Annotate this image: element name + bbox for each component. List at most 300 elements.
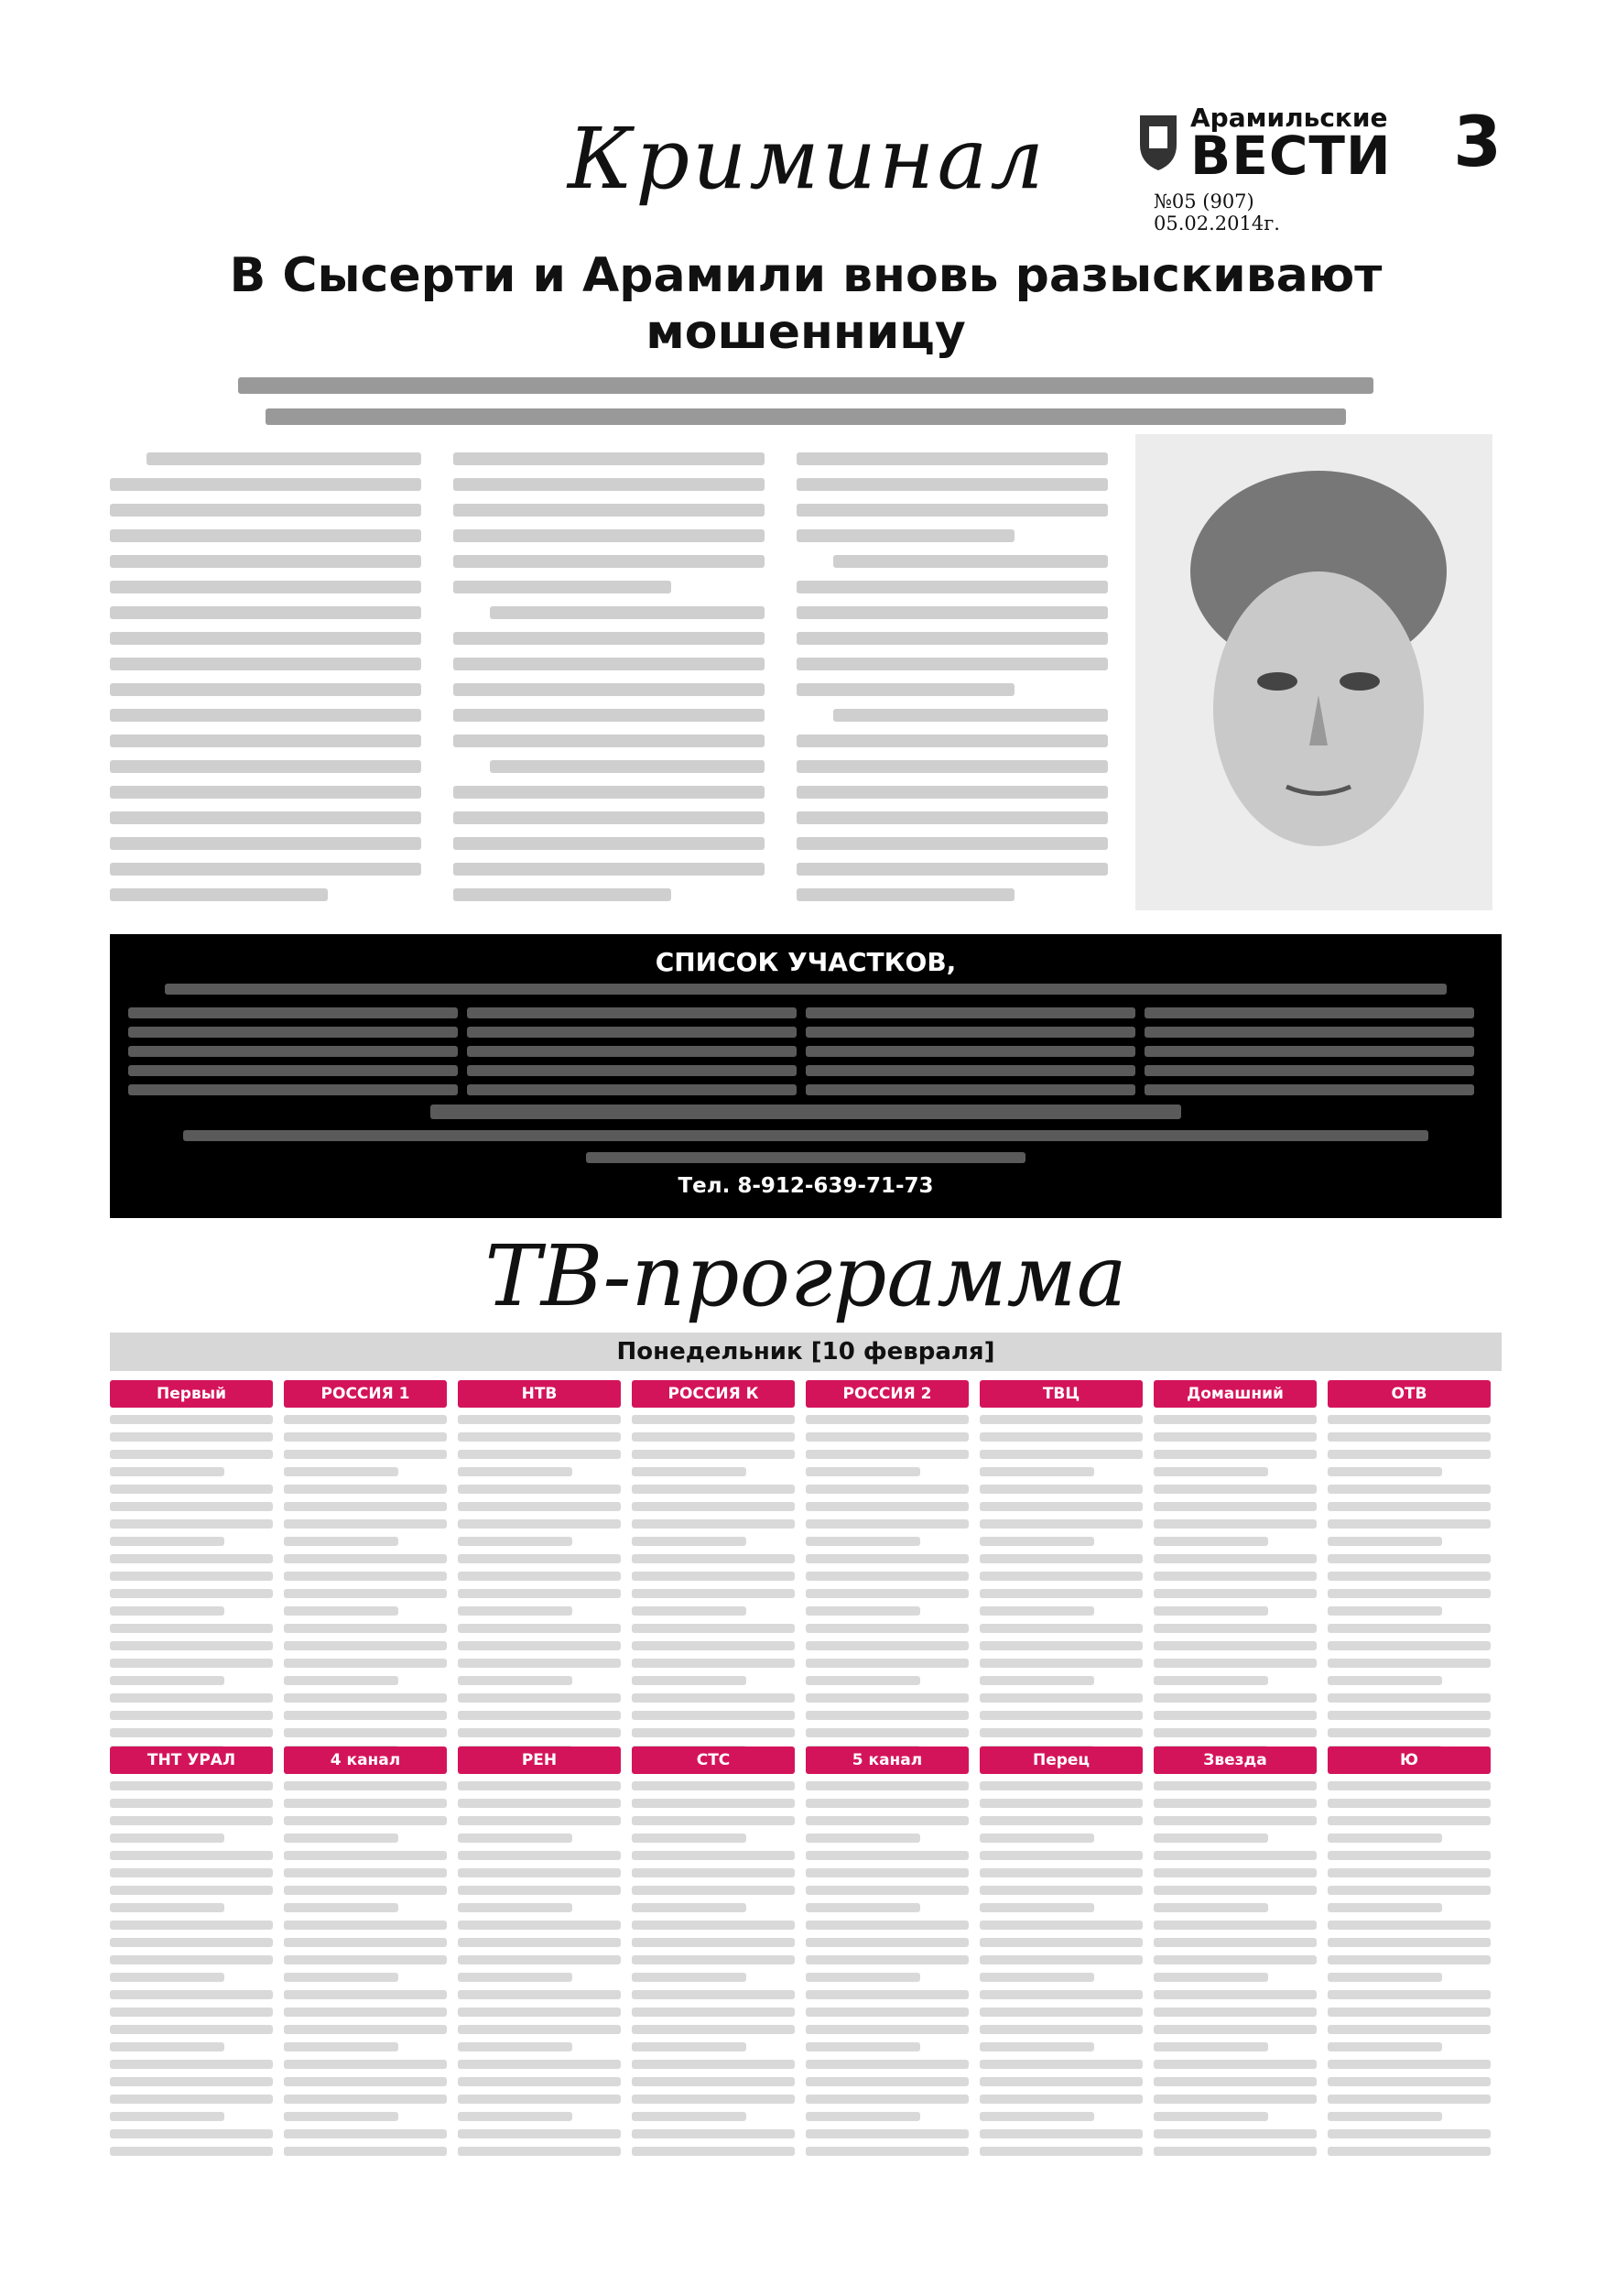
tv-listing-line [284, 1450, 447, 1459]
tv-listing-line [284, 2060, 447, 2069]
tv-listing-line [632, 1781, 795, 1790]
tv-listing-line [980, 1624, 1143, 1633]
tv-listing-line [1154, 1728, 1317, 1737]
tv-listing-line [1154, 1781, 1317, 1790]
tv-listing-line [632, 1728, 795, 1737]
tv-listing-line [110, 1502, 273, 1511]
tv-listing-line [284, 1816, 447, 1825]
tv-listing-line [284, 1728, 447, 1737]
tv-listing-line [458, 1711, 621, 1720]
tv-listing-line [458, 1886, 621, 1895]
tv-listing-line [110, 1938, 273, 1947]
tv-listing-line [806, 1502, 969, 1511]
tv-listing-line [284, 1693, 447, 1703]
tv-listing-line [110, 1659, 273, 1668]
tv-listing-line [632, 1659, 795, 1668]
tv-listing-line [632, 2060, 795, 2069]
notice-title: СПИСОК УЧАСТКОВ, [655, 947, 957, 977]
tv-listing-line [284, 1921, 447, 1930]
tv-channel-logo: РОССИЯ 2 [806, 1380, 969, 1408]
tv-listing-line [284, 2147, 447, 2156]
tv-listing-line [1328, 1990, 1491, 1999]
tv-listing-line [458, 2095, 621, 2104]
tv-listing-line [632, 1973, 746, 1982]
tv-listing-line [1154, 2077, 1317, 2086]
tv-listing-line [632, 2042, 746, 2051]
tv-listing-line [110, 1903, 224, 1912]
tv-listing-line [284, 1641, 447, 1650]
issue-line: №05 (907) 05.02.2014г. [1154, 190, 1280, 234]
tv-listing-line [110, 1799, 273, 1808]
tv-listing-line [458, 2147, 621, 2156]
tv-listing-line [1154, 1432, 1317, 1442]
tv-listing-line [1154, 1921, 1317, 1930]
tv-listing-line [1154, 1450, 1317, 1459]
tv-listing-line [284, 2025, 447, 2034]
tv-listing-line [458, 1467, 572, 1476]
tv-listing-line [1328, 1728, 1491, 1737]
tv-listing-line [1328, 1834, 1442, 1843]
tv-listing-line [284, 2129, 447, 2138]
tv-listing-line [1328, 1624, 1491, 1633]
tv-listing-line [284, 1938, 447, 1947]
tv-listing-line [806, 1519, 969, 1529]
tv-listing-line [1328, 1799, 1491, 1808]
tv-listing-line [632, 1834, 746, 1843]
tv-channel-logo: Звезда [1154, 1746, 1317, 1774]
tv-listing-line [458, 1903, 572, 1912]
tv-listing-line [980, 1834, 1094, 1843]
article-lead [110, 377, 1502, 425]
tv-listing-line [1328, 2077, 1491, 2086]
tv-listing-line [110, 1432, 273, 1442]
tv-listing-line [110, 1519, 273, 1529]
tv-listing-line [458, 1693, 621, 1703]
tv-listing-line [1328, 2042, 1442, 2051]
tv-channel-column [458, 1380, 621, 1763]
tv-listing-line [980, 1955, 1143, 1964]
tv-listing-line [110, 1711, 273, 1720]
tv-listing-line [1328, 1693, 1491, 1703]
tv-channel-column [1328, 1746, 1491, 2164]
tv-listing-line [1154, 1973, 1268, 1982]
tv-listing-line [806, 1834, 920, 1843]
section-title: Криминал [568, 110, 1047, 208]
tv-listing-line [458, 1676, 572, 1685]
tv-channel-logo: Домашний [1154, 1380, 1317, 1408]
tv-listing-line [1154, 1415, 1317, 1424]
newspaper-page [110, 92, 1502, 2296]
tv-listing-line [980, 2147, 1143, 2156]
tv-listing-line [110, 1572, 273, 1581]
tv-listing-line [806, 1467, 920, 1476]
tv-listing-line [1328, 1485, 1491, 1494]
tv-day-bar: Понедельник [10 февраля] [110, 1333, 1502, 1371]
tv-channel-logo: НТВ [458, 1380, 621, 1408]
tv-channel-column [284, 1746, 447, 2164]
tv-listing-line [284, 1886, 447, 1895]
tv-listing-line [806, 1903, 920, 1912]
page-number: 3 [1453, 101, 1502, 182]
tv-listing-line [458, 1641, 621, 1650]
tv-listing-line [806, 2112, 920, 2121]
tv-listing-line [284, 1955, 447, 1964]
tv-listing-line [632, 1816, 795, 1825]
tv-listing-line [458, 1450, 621, 1459]
tv-listing-line [110, 2095, 273, 2104]
tv-listing-line [980, 2025, 1143, 2034]
tv-listing-line [806, 1415, 969, 1424]
tv-listing-line [1328, 1659, 1491, 1668]
tv-listing-line [1154, 1676, 1268, 1685]
tv-listing-line [284, 1415, 447, 1424]
plots-column-2 [467, 1007, 797, 1104]
tv-channel-column [1154, 1380, 1317, 1763]
tv-listing-line [632, 1624, 795, 1633]
tv-listing-line [980, 1676, 1094, 1685]
article-column-2 [453, 452, 765, 914]
tv-listing-line [806, 1990, 969, 1999]
tv-listing-line [458, 1485, 621, 1494]
tv-listing-line [806, 1868, 969, 1877]
tv-listing-line [632, 1990, 795, 1999]
tv-listing-line [632, 1450, 795, 1459]
tv-listing-line [806, 1659, 969, 1668]
tv-listing-line [1154, 1886, 1317, 1895]
tv-listing-line [1154, 1589, 1317, 1598]
tv-listing-line [110, 1955, 273, 1964]
tv-listing-line [806, 1641, 969, 1650]
masthead [110, 92, 1502, 247]
tv-listing-line [284, 1467, 398, 1476]
tv-listing-line [980, 1450, 1143, 1459]
tv-listing-line [806, 1606, 920, 1616]
tv-section-title: ТВ-программа [484, 1227, 1127, 1325]
tv-listing-line [1154, 2008, 1317, 2017]
tv-listing-line [1154, 1659, 1317, 1668]
tv-listing-line [1328, 1921, 1491, 1930]
tv-listing-line [284, 1990, 447, 1999]
tv-listing-line [110, 1728, 273, 1737]
tv-listing-line [1328, 1641, 1491, 1650]
tv-listing-line [458, 1816, 621, 1825]
tv-listing-line [632, 2129, 795, 2138]
tv-listing-line [806, 2060, 969, 2069]
tv-listing-line [1328, 1432, 1491, 1442]
tv-listing-line [980, 1589, 1143, 1598]
tv-listing-line [110, 1851, 273, 1860]
tv-listing-line [806, 2095, 969, 2104]
tv-listing-line [632, 1938, 795, 1947]
tv-listing-line [110, 1606, 224, 1616]
tv-listing-line [1328, 1502, 1491, 1511]
tv-listing-line [458, 1728, 621, 1737]
tv-listing-line [1154, 1851, 1317, 1860]
tv-listing-line [284, 1624, 447, 1633]
tv-listing-line [980, 2129, 1143, 2138]
tv-listing-line [1154, 1572, 1317, 1581]
tv-channel-logo: Первый [110, 1380, 273, 1408]
tv-listing-line [806, 1973, 920, 1982]
tv-listing-line [806, 1554, 969, 1563]
tv-channel-column [1154, 1746, 1317, 2164]
tv-listing-line [284, 1485, 447, 1494]
tv-listing-line [1328, 2129, 1491, 2138]
tv-listing-line [980, 1606, 1094, 1616]
tv-listing-line [632, 2008, 795, 2017]
plots-column-4 [1145, 1007, 1474, 1104]
tv-listing-line [632, 1868, 795, 1877]
tv-listing-line [284, 1903, 398, 1912]
paper-logo [1135, 103, 1392, 234]
tv-listing-line [110, 2025, 273, 2034]
tv-listing-line [632, 2147, 795, 2156]
tv-listing-line [806, 1799, 969, 1808]
tv-listing-line [458, 1659, 621, 1668]
tv-listing-line [458, 1589, 621, 1598]
tv-channel-column [110, 1380, 273, 1763]
tv-channel-logo: ОТВ [1328, 1380, 1491, 1408]
paper-name-main: ВЕСТИ [1190, 125, 1392, 187]
tv-listing-line [458, 2042, 572, 2051]
tv-listing-line [980, 1886, 1143, 1895]
tv-listing-line [632, 1519, 795, 1529]
tv-listing-line [458, 2077, 621, 2086]
tv-listing-line [1154, 1519, 1317, 1529]
tv-listing-line [1154, 1938, 1317, 1947]
tv-listing-line [1328, 2095, 1491, 2104]
tv-listing-line [632, 2112, 746, 2121]
tv-listing-line [980, 2008, 1143, 2017]
tv-listing-line [1154, 1641, 1317, 1650]
tv-listing-line [632, 2025, 795, 2034]
tv-listing-line [458, 1502, 621, 1511]
tv-listing-line [458, 2008, 621, 2017]
tv-channel-column [458, 1746, 621, 2164]
tv-listing-line [980, 1641, 1143, 1650]
tv-listing-line [806, 1955, 969, 1964]
tv-listing-line [806, 1589, 969, 1598]
tv-listing-line [110, 1693, 273, 1703]
tv-listing-line [632, 1606, 746, 1616]
tv-channel-column [632, 1380, 795, 1763]
tv-listing-line [1154, 2042, 1268, 2051]
tv-listing-line [980, 1572, 1143, 1581]
tv-listing-line [632, 2077, 795, 2086]
tv-listing-line [980, 1467, 1094, 1476]
tv-listing-line [1154, 1868, 1317, 1877]
tv-listing-line [1154, 1990, 1317, 1999]
tv-listing-line [458, 1938, 621, 1947]
tv-listing-line [1154, 2147, 1317, 2156]
tv-listing-line [1154, 2025, 1317, 2034]
tv-listing-line [632, 1554, 795, 1563]
tv-listing-line [110, 2008, 273, 2017]
tv-listing-line [632, 1676, 746, 1685]
tv-listing-line [806, 2147, 969, 2156]
tv-channel-logo: РОССИЯ К [632, 1380, 795, 1408]
tv-listing-line [806, 2025, 969, 2034]
tv-listing-line [980, 1659, 1143, 1668]
tv-listing-line [632, 1537, 746, 1546]
plots-column-3 [806, 1007, 1135, 1104]
tv-listing-line [110, 2060, 273, 2069]
tv-listing-line [458, 1799, 621, 1808]
tv-listing-line [980, 2060, 1143, 2069]
tv-listing-line [632, 1467, 746, 1476]
tv-listing-line [458, 1554, 621, 1563]
tv-listing-line [110, 2129, 273, 2138]
tv-listing-line [806, 2077, 969, 2086]
tv-listing-line [110, 1816, 273, 1825]
tv-listing-line [1154, 1693, 1317, 1703]
tv-listing-line [1154, 1955, 1317, 1964]
tv-listing-line [110, 1467, 224, 1476]
tv-listing-line [980, 1415, 1143, 1424]
tv-channel-column [806, 1746, 969, 2164]
tv-listing-line [458, 1834, 572, 1843]
tv-listing-line [1328, 1467, 1442, 1476]
tv-listing-line [1154, 1624, 1317, 1633]
tv-listing-line [284, 1554, 447, 1563]
tv-listing-line [980, 2112, 1094, 2121]
tv-listing-line [980, 2042, 1094, 2051]
tv-listing-line [110, 1485, 273, 1494]
tv-listing-line [1154, 1554, 1317, 1563]
tv-listing-line [806, 1851, 969, 1860]
tv-listing-line [980, 1485, 1143, 1494]
tv-listing-line [284, 1589, 447, 1598]
plots-list [128, 1007, 1483, 1099]
tv-listing-line [1328, 1851, 1491, 1860]
tv-channel-column [980, 1380, 1143, 1763]
tv-listing-line [980, 1781, 1143, 1790]
tv-channel-logo: РОССИЯ 1 [284, 1380, 447, 1408]
tv-listing-line [110, 2112, 224, 2121]
tv-listing-line [980, 1502, 1143, 1511]
tv-listing-line [458, 2112, 572, 2121]
tv-listing-line [284, 1519, 447, 1529]
tv-listing-line [980, 1799, 1143, 1808]
tv-listing-line [980, 2077, 1143, 2086]
tv-listing-line [110, 1781, 273, 1790]
tv-listing-line [632, 1903, 746, 1912]
tv-listing-line [632, 1589, 795, 1598]
tv-listing-line [110, 1921, 273, 1930]
tv-listing-line [980, 1519, 1143, 1529]
tv-listing-line [458, 1973, 572, 1982]
tv-listing-line [284, 2095, 447, 2104]
tv-listing-line [980, 1851, 1143, 1860]
tv-listing-line [1154, 1606, 1268, 1616]
tv-listing-line [284, 1834, 398, 1843]
tv-channel-logo: Перец [980, 1746, 1143, 1774]
tv-listing-line [458, 1781, 621, 1790]
tv-listing-line [806, 1693, 969, 1703]
tv-listing-line [806, 1676, 920, 1685]
tv-listing-line [110, 1537, 224, 1546]
tv-listing-line [806, 1728, 969, 1737]
tv-listing-line [110, 1868, 273, 1877]
tv-listing-line [1328, 1589, 1491, 1598]
tv-listing-line [110, 1834, 224, 1843]
tv-listing-line [980, 1711, 1143, 1720]
tv-listing-line [458, 1537, 572, 1546]
tv-listing-line [458, 1990, 621, 1999]
tv-listing-line [980, 1921, 1143, 1930]
tv-listing-line [1154, 1502, 1317, 1511]
tv-listing-line [980, 1728, 1143, 1737]
tv-listing-line [284, 1799, 447, 1808]
tv-listing-line [110, 1990, 273, 1999]
tv-channel-logo: СТС [632, 1746, 795, 1774]
tv-listing-line [1154, 1537, 1268, 1546]
tv-channel-logo: Ю [1328, 1746, 1491, 1774]
tv-listing-line [1328, 1606, 1442, 1616]
tv-listing-line [284, 1572, 447, 1581]
tv-listing-line [458, 2129, 621, 2138]
tv-listing-line [980, 1693, 1143, 1703]
tv-channel-logo: ТВЦ [980, 1380, 1143, 1408]
tv-listing-line [284, 1676, 398, 1685]
tv-channel-column [632, 1746, 795, 2164]
tv-listing-line [632, 1921, 795, 1930]
tv-listing-line [980, 1554, 1143, 1563]
tv-listing-line [284, 1781, 447, 1790]
tv-listing-line [632, 1432, 795, 1442]
tv-listing-line [806, 1886, 969, 1895]
tv-listing-line [1154, 2129, 1317, 2138]
tv-listing-line [632, 2095, 795, 2104]
tv-listing-line [284, 1432, 447, 1442]
tv-listing-line [806, 1432, 969, 1442]
tv-listing-line [632, 1502, 795, 1511]
tv-listing-line [1328, 2112, 1442, 2121]
tv-listing-line [1328, 1450, 1491, 1459]
tv-listing-line [632, 1415, 795, 1424]
tv-listing-line [1154, 1903, 1268, 1912]
tv-listing-line [1328, 1816, 1491, 1825]
tv-listing-line [284, 2077, 447, 2086]
tv-listing-line [806, 2042, 920, 2051]
tv-listing-line [1328, 1886, 1491, 1895]
tv-listing-line [110, 2147, 273, 2156]
tv-listing-line [1154, 1467, 1268, 1476]
tv-listing-line [1154, 2112, 1268, 2121]
tv-listing-line [458, 2025, 621, 2034]
tv-listing-line [980, 1938, 1143, 1947]
tv-listing-line [1154, 1711, 1317, 1720]
tv-listing-line [980, 2095, 1143, 2104]
tv-listing-line [458, 1606, 572, 1616]
tv-listing-line [632, 1693, 795, 1703]
tv-listing-line [1154, 2060, 1317, 2069]
plots-notice-box [110, 934, 1502, 1218]
tv-listing-line [284, 1659, 447, 1668]
notice-subtitle [110, 984, 1502, 995]
tv-listing-line [1328, 1973, 1442, 1982]
tv-listing-line [632, 1851, 795, 1860]
tv-listing-line [458, 2060, 621, 2069]
tv-listing-line [1328, 1519, 1491, 1529]
tv-listing-line [1328, 1781, 1491, 1790]
tv-listing-line [1328, 1711, 1491, 1720]
tv-listing-line [806, 1921, 969, 1930]
tv-listing-line [458, 1624, 621, 1633]
tv-listing-line [1154, 1485, 1317, 1494]
tv-listing-line [284, 2042, 398, 2051]
tv-listing-line [632, 1485, 795, 1494]
